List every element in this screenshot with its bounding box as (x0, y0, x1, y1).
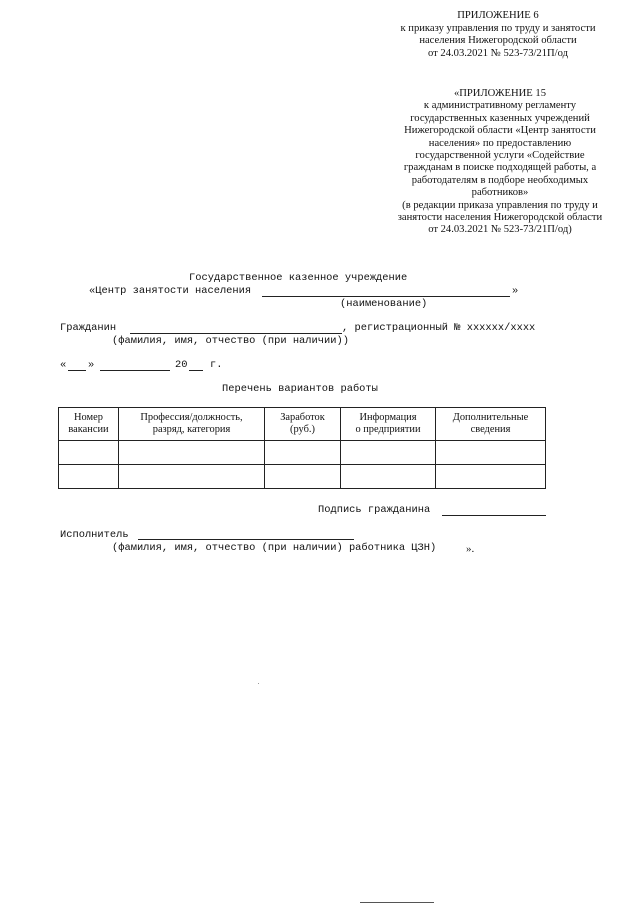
appendix-15-line: (в редакции приказа управления по труду и (402, 199, 598, 211)
table-row (59, 441, 546, 465)
job-options-table (58, 407, 546, 489)
org-caption: (наименование) (340, 298, 428, 310)
date-year-field[interactable] (189, 370, 203, 371)
appendix-6-line-1: к приказу управления по труду и занятости (400, 22, 596, 34)
table-cell[interactable] (436, 465, 546, 489)
executor-caption: (фамилия, имя, отчество (при наличии) работника ЦЗН) (112, 542, 437, 554)
appendix-15-line: от 24.03.2021 № 523-73/21П/од) (428, 224, 572, 236)
appendix-15-line: работников» (471, 187, 529, 199)
table-header-row (59, 408, 546, 441)
footer-rule (360, 902, 434, 903)
appendix-15-line: занятости населения Нижегородской области (397, 212, 603, 224)
appendix-6-line-2: населения Нижегородской области (419, 35, 577, 47)
appendix-15-title: «ПРИЛОЖЕНИЕ 15 (453, 88, 547, 99)
appendix-6-block (380, 10, 616, 60)
table-row (59, 465, 546, 489)
table-cell[interactable] (119, 441, 265, 465)
citizen-name-field[interactable] (130, 333, 342, 334)
date-open-quote: « (60, 359, 67, 371)
appendix-15-line: работодателям в подборе необходимых (411, 174, 589, 186)
table-cell[interactable] (436, 441, 546, 465)
table-cell[interactable] (59, 465, 119, 489)
date-close-quote: » (88, 359, 95, 371)
appendix-6-line-3: от 24.03.2021 № 523-73/21П/од (427, 47, 569, 59)
table-cell[interactable] (265, 465, 341, 489)
header-company-info: Информация о предприятии (341, 408, 436, 441)
appendix-15-line: Нижегородской области «Центр занятости (404, 125, 596, 137)
date-day-field[interactable] (68, 370, 86, 371)
appendix-15-line: государственных казенных учреждений (410, 112, 590, 124)
registration-label: , регистрационный № xxxxxx/xxxx (342, 322, 536, 334)
scan-speck (258, 683, 259, 684)
table-cell[interactable] (59, 441, 119, 465)
header-vacancy-number: Номер вакансии (59, 408, 119, 441)
table-cell[interactable] (119, 465, 265, 489)
appendix-15-line: населения» по предоставлению (428, 137, 572, 149)
table-cell[interactable] (265, 441, 341, 465)
table-cell[interactable] (341, 441, 436, 465)
header-profession: Профессия/должность, разряд, категория (119, 408, 265, 441)
citizen-caption: (фамилия, имя, отчество (при наличии)) (112, 335, 349, 347)
date-year-prefix: 20 (175, 359, 188, 371)
date-year-suffix: г. (210, 359, 223, 371)
org-line-2-suffix: » (512, 285, 519, 297)
header-salary: Заработок (руб.) (265, 408, 341, 441)
org-name-field[interactable] (262, 296, 510, 297)
citizen-label: Гражданин (60, 322, 117, 334)
executor-name-field[interactable] (138, 539, 354, 540)
closing-quote: ». (466, 543, 475, 555)
appendix-15-block (380, 88, 620, 237)
appendix-6-title: ПРИЛОЖЕНИЕ 6 (457, 10, 539, 21)
table-cell[interactable] (341, 465, 436, 489)
appendix-15-line: гражданам в поиске подходящей работы, а (403, 162, 597, 174)
date-month-field[interactable] (100, 370, 170, 371)
appendix-15-line: государственной услуги «Содействие (415, 150, 585, 162)
executor-label: Исполнитель (60, 529, 129, 541)
header-additional-info: Дополнительные сведения (436, 408, 546, 441)
list-title: Перечень вариантов работы (222, 383, 378, 395)
org-line-2-prefix: «Центр занятости населения (89, 285, 252, 297)
org-line-1: Государственное казенное учреждение (189, 272, 408, 284)
signature-label: Подпись гражданина (318, 504, 431, 516)
signature-field[interactable] (442, 515, 546, 516)
appendix-15-line: к административному регламенту (423, 100, 577, 112)
